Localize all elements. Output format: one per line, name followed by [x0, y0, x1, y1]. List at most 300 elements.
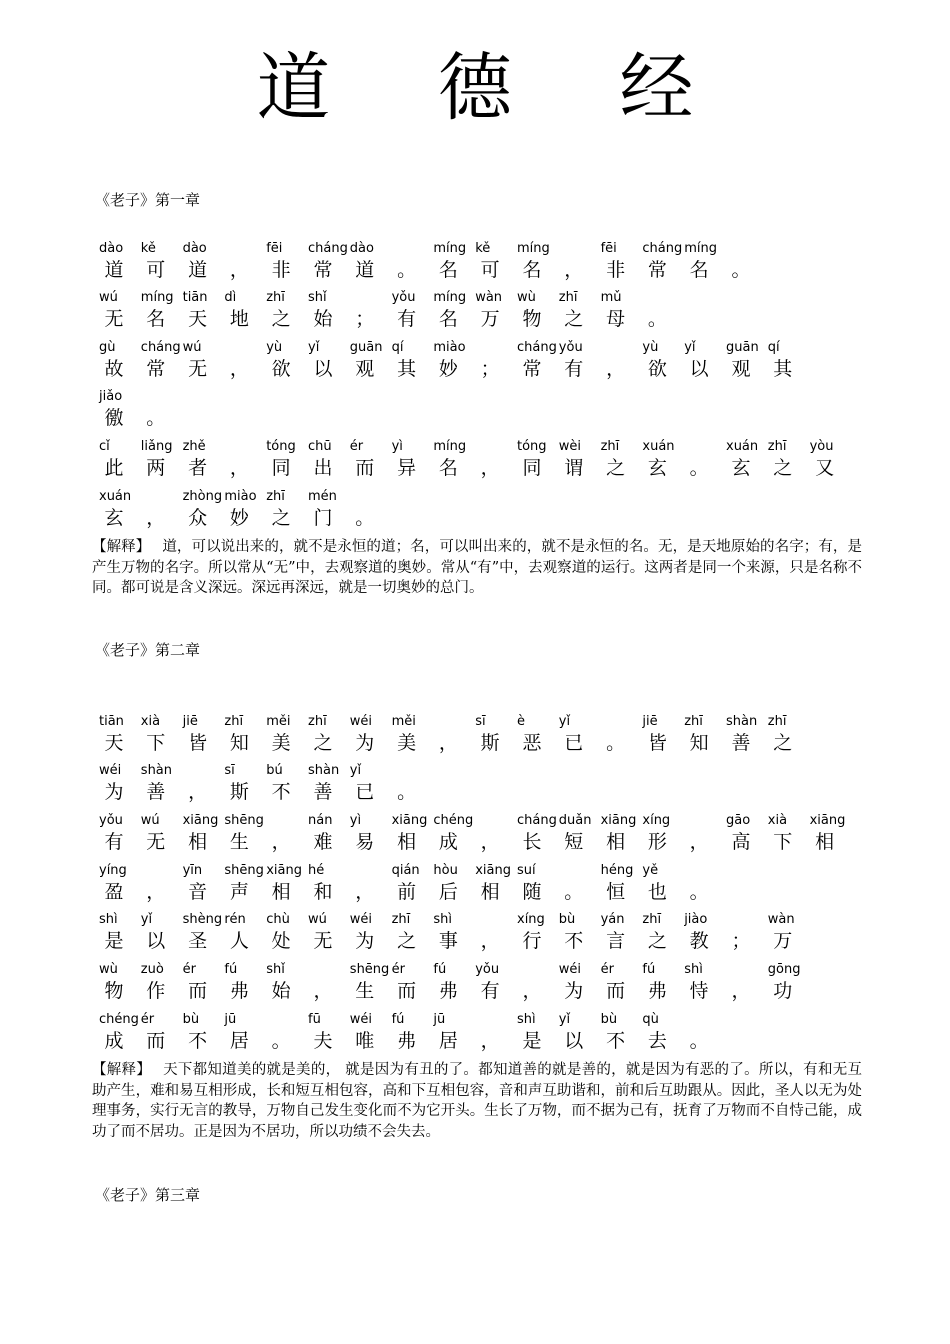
- pinyin: tóng: [517, 439, 547, 454]
- pinyin: yǒu: [475, 962, 500, 977]
- pinyin: fú: [433, 962, 447, 977]
- hanzi: 名: [522, 259, 542, 281]
- hanzi: ，: [480, 457, 500, 479]
- hanzi: 弗: [647, 980, 667, 1002]
- hanzi: 也: [647, 881, 667, 903]
- hanzi: 成: [104, 1030, 124, 1052]
- pinyin: mǔ: [600, 290, 622, 305]
- hanzi: 有: [480, 980, 500, 1002]
- pinyin: wéi: [99, 763, 122, 778]
- pinyin: xiāng: [182, 813, 219, 828]
- pinyin: yǐ: [140, 912, 153, 927]
- hanzi: 善: [146, 781, 166, 803]
- hanzi: 而: [355, 457, 375, 479]
- hanzi: 相: [188, 831, 208, 853]
- pinyin: wàn: [767, 912, 795, 927]
- pinyin: cháng: [308, 241, 348, 256]
- pinyin: bù: [600, 1012, 618, 1027]
- hanzi: 之: [773, 732, 793, 754]
- pinyin: xiāng: [809, 813, 846, 828]
- pinyin: guān: [349, 340, 383, 355]
- hanzi: 道: [355, 259, 375, 281]
- hanzi: 长: [522, 831, 542, 853]
- pinyin: yíng: [99, 863, 127, 878]
- hanzi: 下: [146, 732, 166, 754]
- pinyin: cǐ: [99, 439, 110, 454]
- hanzi: 妙: [438, 358, 458, 380]
- pinyin: gāo: [726, 813, 751, 828]
- hanzi: 天: [188, 308, 208, 330]
- hanzi: 又: [815, 457, 835, 479]
- pinyin: bú: [266, 763, 283, 778]
- hanzi: 万: [480, 308, 500, 330]
- hanzi: 后: [438, 881, 458, 903]
- hanzi: 之: [271, 308, 291, 330]
- hanzi: 万: [773, 930, 793, 952]
- hanzi: 名: [438, 457, 458, 479]
- hanzi: 为: [564, 980, 584, 1002]
- pinyin: xià: [140, 714, 161, 729]
- hanzi: ，: [188, 781, 208, 803]
- hanzi: 美: [397, 732, 417, 754]
- pinyin: wéi: [349, 1012, 373, 1027]
- pinyin: yì: [391, 439, 403, 454]
- pinyin: dì: [224, 290, 237, 305]
- hanzi: 为: [355, 930, 375, 952]
- pinyin: shì: [433, 912, 453, 927]
- pinyin: xiāng: [475, 863, 511, 878]
- pinyin: bù: [558, 912, 576, 927]
- hanzi: ，: [146, 881, 166, 903]
- pinyin: kě: [475, 241, 491, 256]
- pinyin: mén: [308, 489, 337, 504]
- hanzi: 作: [146, 980, 166, 1002]
- hanzi: 。: [397, 781, 417, 803]
- pinyin: zhī: [266, 489, 285, 504]
- pinyin: chéng: [433, 813, 474, 828]
- pinyin: yǐ: [684, 340, 696, 355]
- pinyin: shèng: [182, 912, 223, 927]
- pinyin: gù: [99, 340, 116, 355]
- hanzi: 已: [355, 781, 375, 803]
- pinyin: fēi: [266, 241, 283, 256]
- pinyin: shàn: [140, 763, 173, 778]
- hanzi: 恶: [522, 732, 542, 754]
- hanzi: 地: [229, 308, 249, 330]
- pinyin: nán: [308, 813, 333, 828]
- pinyin: ér: [182, 962, 196, 977]
- pinyin: qù: [642, 1012, 659, 1027]
- hanzi: 。: [564, 881, 584, 903]
- pinyin: hòu: [433, 863, 458, 878]
- pinyin: cháng: [517, 340, 557, 355]
- pinyin: ér: [600, 962, 614, 977]
- hanzi: 弗: [438, 980, 458, 1002]
- hanzi: 玄: [104, 507, 124, 529]
- pinyin: shì: [99, 912, 118, 927]
- chapter-heading: 《老子》第一章: [95, 191, 201, 209]
- pinyin: wéi: [349, 714, 373, 729]
- hanzi: 不: [188, 1030, 208, 1052]
- pinyin: yù: [266, 340, 283, 355]
- pinyin: xíng: [642, 813, 671, 828]
- hanzi: 夫: [313, 1030, 333, 1052]
- hanzi: 。: [689, 881, 709, 903]
- hanzi: ；: [355, 308, 375, 330]
- hanzi: 异: [397, 457, 417, 479]
- pinyin: zhī: [266, 290, 285, 305]
- pinyin: duǎn: [558, 813, 592, 828]
- pinyin: ér: [391, 962, 405, 977]
- pinyin: yì: [349, 813, 362, 828]
- hanzi: 相: [815, 831, 835, 853]
- pinyin: shàn: [726, 714, 758, 729]
- pinyin: qí: [391, 340, 404, 355]
- pinyin: xuán: [99, 489, 132, 504]
- hanzi: 者: [188, 457, 208, 479]
- hanzi: 同: [522, 457, 542, 479]
- hanzi: 常: [313, 259, 333, 281]
- pinyin: wéi: [349, 912, 373, 927]
- hanzi: ，: [480, 1030, 500, 1052]
- pinyin: zhī: [684, 714, 703, 729]
- pinyin: shǐ: [266, 962, 285, 977]
- chapter-heading: 《老子》第二章: [95, 641, 201, 659]
- hanzi: 声: [229, 881, 249, 903]
- hanzi: ，: [689, 831, 709, 853]
- pinyin: tiān: [182, 290, 208, 305]
- hanzi: 是: [104, 930, 124, 952]
- pinyin: guān: [726, 340, 759, 355]
- hanzi: 常: [146, 358, 166, 380]
- hanzi: 无: [188, 358, 208, 380]
- pinyin: zhī: [224, 714, 244, 729]
- hanzi: 玄: [731, 457, 751, 479]
- hanzi: 常: [647, 259, 667, 281]
- pinyin: xíng: [517, 912, 545, 927]
- pinyin: xuán: [642, 439, 675, 454]
- pinyin: cháng: [140, 340, 181, 355]
- hanzi: 常: [522, 358, 542, 380]
- hanzi: 。: [689, 457, 709, 479]
- pinyin: gōng: [767, 962, 801, 977]
- explanation: [92, 1060, 862, 1142]
- hanzi: 人: [229, 930, 249, 952]
- hanzi: 之: [397, 930, 417, 952]
- hanzi: 无: [146, 831, 166, 853]
- hanzi: 出: [313, 457, 333, 479]
- pinyin: ér: [349, 439, 364, 454]
- pinyin: fú: [642, 962, 656, 977]
- hanzi: 众: [188, 507, 208, 529]
- hanzi: 不: [606, 1030, 626, 1052]
- hanzi: ，: [606, 358, 626, 380]
- hanzi: 恃: [689, 980, 709, 1002]
- hanzi: 之: [647, 930, 667, 952]
- hanzi: 知: [689, 732, 709, 754]
- pinyin: xiāng: [600, 813, 637, 828]
- hanzi: 而: [188, 980, 208, 1002]
- hanzi: ，: [229, 259, 249, 281]
- pinyin: cháng: [642, 241, 683, 256]
- pinyin: xuán: [726, 439, 759, 454]
- hanzi: 相: [397, 831, 417, 853]
- pinyin: wú: [308, 912, 327, 927]
- hanzi: 言: [606, 930, 626, 952]
- hanzi: 不: [564, 930, 584, 952]
- pinyin: shàn: [308, 763, 340, 778]
- hanzi: 两: [146, 457, 166, 479]
- hanzi: 高: [731, 831, 751, 853]
- hanzi: 。: [689, 1030, 709, 1052]
- hanzi: 生: [355, 980, 375, 1002]
- hanzi: 不: [271, 781, 291, 803]
- pinyin: yòu: [809, 439, 834, 454]
- hanzi: 。: [397, 259, 417, 281]
- hanzi: 名: [438, 259, 458, 281]
- hanzi: ，: [146, 507, 166, 529]
- hanzi: 以: [146, 930, 166, 952]
- pinyin: sī: [224, 763, 235, 778]
- pinyin: è: [517, 714, 525, 729]
- pinyin: wù: [517, 290, 536, 305]
- hanzi: ，: [229, 358, 249, 380]
- pinyin: wéi: [558, 962, 582, 977]
- hanzi: 斯: [229, 781, 249, 803]
- explanation-text: 道，可以说出来的，就不是永恒的道；名，可以叫出来的，就不是永恒的名。无，是天地原始的名字；有，是产生万物的名字。所以常从“无”中，去观察道的奥妙。常从“有”中，去观察道的运行。这两者是同一个来源，只是名称不同。都可说是含义深远。深远再深远，就是一切奥妙的总门。: [92, 539, 863, 596]
- pinyin: jiào: [684, 912, 708, 927]
- hanzi: 观: [355, 358, 375, 380]
- pinyin: wàn: [475, 290, 503, 305]
- hanzi: 之: [564, 308, 584, 330]
- pinyin: miào: [433, 340, 466, 355]
- hanzi: 盈: [104, 881, 124, 903]
- hanzi: 形: [647, 831, 667, 853]
- pinyin: yù: [642, 340, 659, 355]
- pinyin: měi: [391, 714, 416, 729]
- hanzi: 同: [271, 457, 291, 479]
- hanzi: ，: [313, 980, 333, 1002]
- pinyin: jū: [433, 1012, 446, 1027]
- hanzi: ；: [480, 358, 500, 380]
- hanzi: 。: [271, 1030, 291, 1052]
- hanzi: 有: [564, 358, 584, 380]
- hanzi: 名: [438, 308, 458, 330]
- pinyin: wú: [99, 290, 118, 305]
- pinyin: fū: [308, 1012, 321, 1027]
- hanzi: 难: [313, 831, 333, 853]
- hanzi: 之: [271, 507, 291, 529]
- pinyin: míng: [140, 290, 174, 305]
- hanzi: ，: [564, 259, 584, 281]
- hanzi: ，: [355, 881, 375, 903]
- hanzi: 以: [689, 358, 709, 380]
- pinyin: shēng: [349, 962, 390, 977]
- hanzi: 善: [731, 732, 751, 754]
- explanation-text: 天下都知道美的就是美的， 就是因为有丑的了。都知道善的就是善的，就是因为有恶的了。所以，有和无互助产生，难和易互相形成，长和短互相包容，高和下互相包容，音和声互助谐和，前和后互助跟从。因此，圣人以无为处理事务，实行无言的教导，万物自己发生变化而不为它开头。生长了万物，而不据为己有，抚育了万物而不自恃己能，成功了而不居功。正是因为不居功，所以功绩不会失去。: [92, 1062, 862, 1140]
- pinyin: qián: [391, 863, 420, 878]
- pinyin: zhī: [767, 714, 787, 729]
- hanzi: 行: [522, 930, 542, 952]
- pinyin: yǒu: [99, 813, 123, 828]
- pinyin: xiāng: [391, 813, 428, 828]
- hanzi: 居: [229, 1030, 249, 1052]
- explanation: [92, 537, 862, 599]
- pinyin: míng: [433, 241, 467, 256]
- hanzi: 之: [313, 732, 333, 754]
- hanzi: 有: [104, 831, 124, 853]
- pinyin: míng: [433, 290, 467, 305]
- hanzi: 有: [397, 308, 417, 330]
- hanzi: 居: [438, 1030, 458, 1052]
- pinyin: shēng: [224, 863, 264, 878]
- hanzi: 成: [438, 831, 458, 853]
- hanzi: 相: [271, 881, 291, 903]
- pinyin: tóng: [266, 439, 296, 454]
- hanzi: 以: [313, 358, 333, 380]
- pinyin: xià: [767, 813, 788, 828]
- hanzi: 去: [647, 1030, 667, 1052]
- pinyin: zhī: [308, 714, 327, 729]
- pinyin: bù: [182, 1012, 200, 1027]
- hanzi: 处: [271, 930, 291, 952]
- hanzi: 生: [229, 831, 249, 853]
- hanzi: 始: [313, 308, 333, 330]
- pinyin: fú: [391, 1012, 405, 1027]
- pinyin: yīn: [182, 863, 203, 878]
- hanzi: 名: [689, 259, 709, 281]
- hanzi: 观: [731, 358, 751, 380]
- hanzi: 为: [355, 732, 375, 754]
- hanzi: 知: [229, 732, 249, 754]
- pinyin: wú: [140, 813, 160, 828]
- pinyin: jiē: [642, 714, 658, 729]
- hanzi: 之: [773, 457, 793, 479]
- pinyin: jū: [224, 1012, 237, 1027]
- hanzi: ，: [229, 457, 249, 479]
- hanzi: 其: [397, 358, 417, 380]
- hanzi: 功: [773, 980, 793, 1002]
- pinyin: yǐ: [558, 714, 571, 729]
- pinyin: sī: [475, 714, 486, 729]
- pinyin: zhī: [391, 912, 411, 927]
- pinyin: tiān: [99, 714, 124, 729]
- hanzi: 而: [606, 980, 626, 1002]
- hanzi: 徼: [104, 407, 124, 429]
- hanzi: ，: [271, 831, 291, 853]
- hanzi: 物: [104, 980, 124, 1002]
- pinyin: yǒu: [558, 340, 583, 355]
- hanzi: 而: [146, 1030, 166, 1052]
- pinyin: zhī: [767, 439, 787, 454]
- pinyin: yán: [600, 912, 625, 927]
- hanzi: 可: [146, 259, 166, 281]
- hanzi: 道: [188, 259, 208, 281]
- pinyin: zhī: [558, 290, 578, 305]
- hanzi: 无: [313, 930, 333, 952]
- pinyin: yǐ: [558, 1012, 571, 1027]
- hanzi: 皆: [647, 732, 667, 754]
- pinyin: fú: [224, 962, 238, 977]
- hanzi: 为: [104, 781, 124, 803]
- pinyin: cháng: [517, 813, 557, 828]
- pinyin: xiāng: [266, 863, 302, 878]
- hanzi: 。: [606, 732, 626, 754]
- pinyin: qí: [767, 340, 780, 355]
- hanzi: 相: [480, 881, 500, 903]
- pinyin: zhě: [182, 439, 206, 454]
- pinyin: zuò: [140, 962, 164, 977]
- hanzi: ，: [522, 980, 542, 1002]
- hanzi: 物: [522, 308, 542, 330]
- hanzi: ，: [731, 980, 751, 1002]
- hanzi: 故: [104, 358, 124, 380]
- pinyin: chéng: [99, 1012, 139, 1027]
- explanation-label: 【解释】: [92, 1062, 152, 1078]
- pinyin: zhòng: [182, 489, 223, 504]
- hanzi: 。: [647, 308, 667, 330]
- pinyin: wù: [99, 962, 118, 977]
- explanation-label: 【解释】: [92, 539, 151, 555]
- hanzi: 弗: [229, 980, 249, 1002]
- chapter-heading: 《老子》第三章: [95, 1186, 201, 1204]
- hanzi: 欲: [647, 358, 667, 380]
- pinyin: fēi: [600, 241, 617, 256]
- pinyin: liǎng: [140, 439, 173, 454]
- hanzi: 母: [606, 308, 626, 330]
- pinyin: yǒu: [391, 290, 416, 305]
- pinyin: chū: [308, 439, 332, 454]
- hanzi: 前: [397, 881, 417, 903]
- hanzi: 妙: [229, 507, 249, 529]
- hanzi: 欲: [271, 358, 291, 380]
- hanzi: ；: [731, 930, 751, 952]
- pinyin: míng: [684, 241, 717, 256]
- hanzi: 。: [731, 259, 751, 281]
- hanzi: 门: [313, 507, 333, 529]
- hanzi: 之: [606, 457, 626, 479]
- hanzi: 名: [146, 308, 166, 330]
- hanzi: ，: [438, 732, 458, 754]
- pinyin: rén: [224, 912, 246, 927]
- hanzi: 道: [104, 259, 124, 281]
- pinyin: zhī: [600, 439, 620, 454]
- pinyin: yǐ: [349, 763, 362, 778]
- hanzi: 此: [104, 457, 124, 479]
- hanzi: 善: [313, 781, 333, 803]
- pinyin: héng: [600, 863, 634, 878]
- hanzi: 谓: [564, 457, 584, 479]
- pinyin: yě: [642, 863, 659, 878]
- pinyin: míng: [517, 241, 550, 256]
- pinyin: shì: [684, 962, 703, 977]
- pinyin: kě: [140, 241, 156, 256]
- hanzi: 唯: [355, 1030, 375, 1052]
- pinyin: shǐ: [308, 290, 327, 305]
- hanzi: 恒: [606, 881, 626, 903]
- hanzi: 易: [355, 831, 375, 853]
- hanzi: 教: [689, 930, 709, 952]
- hanzi: 而: [397, 980, 417, 1002]
- hanzi: 始: [271, 980, 291, 1002]
- hanzi: 无: [104, 308, 124, 330]
- pinyin: miào: [224, 489, 257, 504]
- hanzi: 弗: [397, 1030, 417, 1052]
- page-title: 道 德 经: [256, 45, 736, 131]
- pinyin: shì: [517, 1012, 536, 1027]
- pinyin: jiǎo: [99, 389, 123, 404]
- hanzi: 斯: [480, 732, 500, 754]
